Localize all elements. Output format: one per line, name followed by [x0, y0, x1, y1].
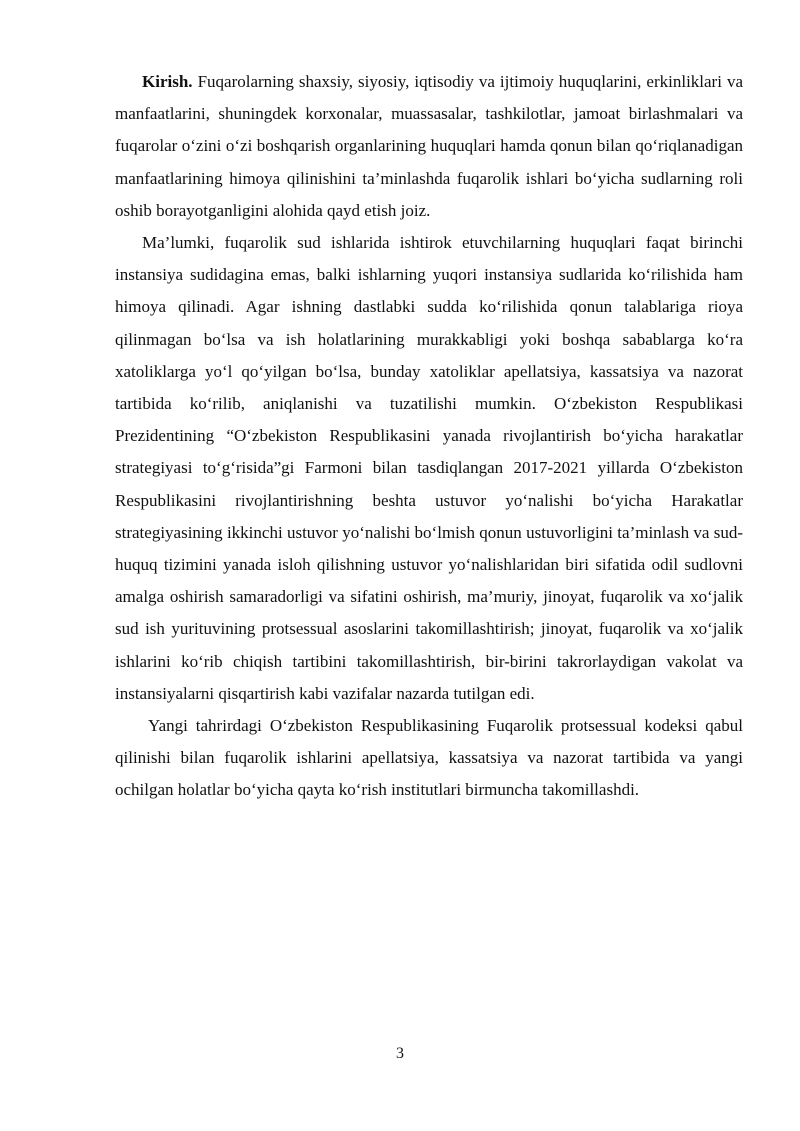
page-number: 3: [396, 1045, 404, 1062]
intro-heading: Kirish.: [142, 72, 193, 91]
paragraph-text: Fuqarolarning shaxsiy, siyosiy, iqtisodiy va ijtimoiy huquqlarini, erkinliklari va manfaatlarini, shuningdek korxonalar, muassasalar, tashkilotlar, jamoat birlashmalari va fuqarolar o‘zini o‘zi boshqarish organlarining huquqlari hamda qonun bilan qo‘riqlanadigan manfaatlarining himoya qilinishini ta’minlashda fuqarolik ishlari bo‘yicha sudlarning roli oshib borayotganligini alohida qayd etish joiz.: [115, 72, 743, 220]
paragraph-introduction: [115, 66, 743, 227]
paragraph-text: Yangi tahrirdagi O‘zbekiston Respublikasining Fuqarolik protsessual kodeksi qabul qilinishi bilan fuqarolik ishlarini apellatsiya, kassatsiya va nazorat tartibida va yangi ochilgan holatlar bo‘yicha qayta ko‘rish institutlari birmuncha takomillashdi.: [115, 716, 743, 800]
paragraph-conclusion: [115, 710, 743, 807]
paragraph-text: Ma’lumki, fuqarolik sud ishlarida ishtirok etuvchilarning huquqlari faqat birinchi instansiya sudidagina emas, balki ishlarning yuqori instansiya sudlarida ko‘rilishida ham himoya qilinadi. Agar ishning dastlabki sudda ko‘rilishida qonun talablariga rioya qilinmagan bo‘lsa va ish holatlarining murakkabligi yoki boshqa sabablarga ko‘ra xatoliklarga yo‘l qo‘yilgan bo‘lsa, bunday xatoliklar apellatsiya, kassatsiya va nazorat tartibida ko‘rilib, aniqlanishi va tuzatilishi mumkin. O‘zbekiston Respublikasi Prezidentining “O‘zbekiston Respublikasini yanada rivojlantirish bo‘yicha harakatlar strategiyasi to‘g‘risida”gi Farmoni bilan tasdiqlangan 2017-2021 yillarda O‘zbekiston Respublikasini rivojlantirishning beshta ustuvor yo‘nalishi bo‘yicha Harakatlar strategiyasining ikkinchi ustuvor yo‘nalishi bo‘lmish qonun ustuvorligini ta’minlash va sud-huquq tizimini yanada isloh qilishning ustuvor yo‘nalishlaridan biri sifatida odil sudlovni amalga oshirish samaradorligi va sifatini oshirish, ma’muriy, jinoyat, fuqarolik va xo‘jalik sud ish yurituvining protsessual asoslarini takomillashtirish; jinoyat, fuqarolik va xo‘jalik ishlarini ko‘rib chiqish tartibini takomillashtirish, bir-birini takrorlaydigan vakolat va instansiyalarni qisqartirish kabi vazifalar nazarda tutilgan edi.: [115, 233, 743, 703]
document-page: [115, 66, 743, 807]
paragraph-body: [115, 227, 743, 710]
